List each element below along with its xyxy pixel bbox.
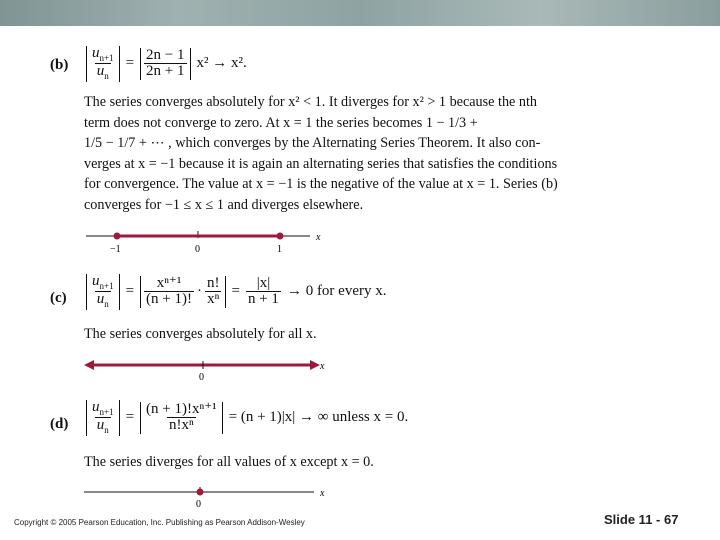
part-d-equation bbox=[86, 400, 408, 436]
paragraph-line: The series diverges for all values of x except x = 0. bbox=[84, 454, 374, 470]
part-b-paragraph bbox=[84, 92, 676, 216]
ratio-num-sub: n+1 bbox=[99, 53, 114, 63]
ratio-den-sub: n bbox=[104, 71, 109, 82]
part-d-paragraph bbox=[84, 452, 374, 473]
paragraph-line: verges at x = −1 because it is again an alternating series that satisfies the conditions bbox=[84, 155, 558, 172]
dot-operator: · bbox=[197, 283, 202, 300]
arrow-right-icon bbox=[310, 360, 320, 370]
fraction-num: n! bbox=[207, 274, 220, 291]
axis-var: x bbox=[320, 361, 325, 372]
axis-var: x bbox=[320, 488, 325, 499]
equation-tail: → 0 for every x. bbox=[286, 283, 387, 300]
equals-sign: = bbox=[125, 283, 135, 300]
arrow-left-icon bbox=[84, 360, 94, 370]
fraction-den: 2n + 1 bbox=[146, 63, 185, 80]
fraction-den: n!xⁿ bbox=[168, 417, 194, 434]
paragraph-line: The series converges absolutely for x² < 1. It diverges for x² > 1 because the nth bbox=[84, 94, 538, 110]
fraction-num: |x| bbox=[256, 274, 271, 291]
fraction-abs-d bbox=[140, 402, 223, 435]
part-b-label: (b) bbox=[50, 57, 69, 73]
equation-tail: = (n + 1)|x| → ∞ unless x = 0. bbox=[228, 409, 409, 426]
header-band bbox=[0, 0, 720, 26]
paragraph-line: for convergence. The value at x = −1 is the negative of the value at x = 1. Series (b) bbox=[84, 176, 558, 193]
ratio-den-sub: n bbox=[104, 299, 109, 310]
paragraph-line: term does not converge to zero. At x = 1 the series becomes 1 − 1/3 + bbox=[84, 114, 478, 131]
tick-label: 0 bbox=[195, 244, 200, 255]
fraction-abs-b bbox=[140, 48, 190, 81]
part-c-equation bbox=[86, 274, 387, 310]
tick-label: 1 bbox=[277, 244, 282, 255]
product-abs-c bbox=[140, 276, 225, 309]
ratio-num-sub: n+1 bbox=[99, 407, 114, 417]
tick-label: −1 bbox=[110, 244, 121, 255]
part-b-equation bbox=[86, 46, 247, 82]
ratio-num: u bbox=[92, 399, 100, 415]
number-line-d bbox=[80, 482, 340, 510]
axis-var: x bbox=[316, 232, 321, 243]
endpoint-closed bbox=[277, 233, 284, 240]
ratio-den: u bbox=[96, 291, 105, 308]
tick-label: 0 bbox=[199, 372, 204, 383]
slide-number: Slide 11 - 67 bbox=[604, 512, 679, 527]
fraction-c3 bbox=[246, 276, 281, 309]
paragraph-line: converges for −1 ≤ x ≤ 1 and diverges elsewhere. bbox=[84, 196, 364, 213]
ratio-num: u bbox=[92, 273, 100, 289]
ratio-abs-c bbox=[86, 274, 120, 310]
fraction-den: xⁿ bbox=[207, 291, 220, 308]
fraction-den: (n + 1)! bbox=[146, 291, 192, 308]
point-closed bbox=[197, 489, 204, 496]
equals-sign: = bbox=[125, 55, 135, 72]
equals-sign: = bbox=[125, 409, 135, 426]
part-d-label: (d) bbox=[50, 416, 69, 432]
ratio-den: u bbox=[96, 63, 105, 80]
part-c-paragraph bbox=[84, 324, 317, 345]
ratio-abs-d bbox=[86, 400, 120, 436]
copyright-text: Copyright © 2005 Pearson Education, Inc. Publishing as Pearson Addison-Wesley bbox=[14, 518, 305, 527]
ratio-abs-b bbox=[86, 46, 120, 82]
part-c-label: (c) bbox=[50, 290, 67, 306]
number-line-c bbox=[80, 355, 340, 383]
fraction-num: 2n − 1 bbox=[146, 46, 185, 63]
ratio-den: u bbox=[96, 417, 105, 434]
fraction-num: (n + 1)!xⁿ⁺¹ bbox=[146, 400, 217, 417]
equation-tail: x² → x². bbox=[196, 55, 247, 72]
ratio-den-sub: n bbox=[104, 425, 109, 436]
paragraph-line: The series converges absolutely for all x. bbox=[84, 326, 317, 342]
endpoint-closed bbox=[114, 233, 121, 240]
tick-label: 0 bbox=[196, 499, 201, 510]
equals-sign: = bbox=[231, 283, 240, 300]
ratio-num: u bbox=[92, 45, 100, 61]
ratio-num-sub: n+1 bbox=[99, 281, 114, 291]
fraction-den: n + 1 bbox=[247, 291, 279, 308]
number-line-b bbox=[80, 226, 340, 256]
paragraph-line: 1/5 − 1/7 + ⋯ , which converges by the Alternating Series Theorem. It also con- bbox=[84, 135, 541, 152]
fraction-num: xⁿ⁺¹ bbox=[156, 274, 182, 291]
